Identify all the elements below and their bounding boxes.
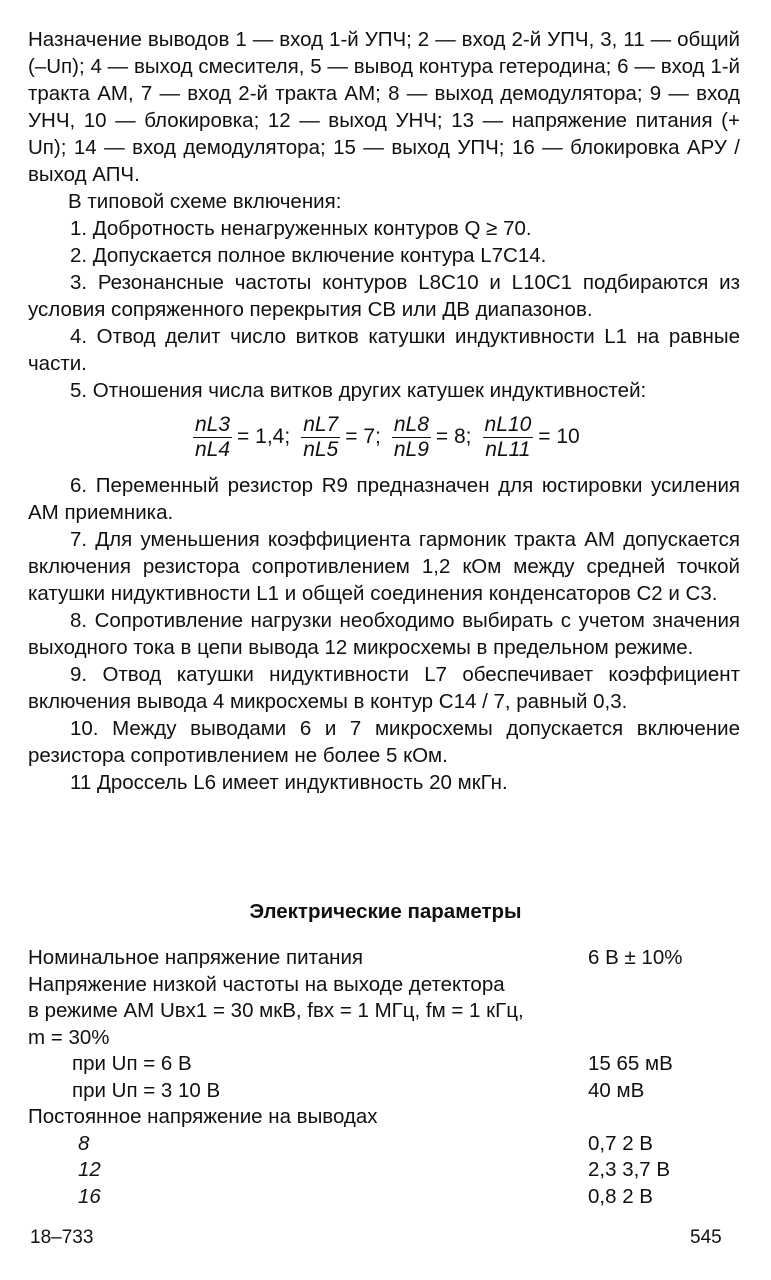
param-value: 0,7 2 В xyxy=(588,1131,653,1155)
fraction-1 xyxy=(193,413,232,462)
fraction-4-value: = 10 xyxy=(538,425,580,448)
param-label: при Uп = 3 10 В xyxy=(72,1078,221,1102)
param-label: Постоянное напряжение на выводах xyxy=(28,1105,378,1128)
note-7: 7. Для уменьшения коэффициента гармоник тракта АМ допускается включения резистора сопротивлением 1,2 кОм между средней точкой катушки нидуктивности L1 и общей соединения конденсаторов C2 и C3. xyxy=(28,528,740,605)
fraction-2-denominator: nL5 xyxy=(303,437,339,461)
param-value: 40 мВ xyxy=(588,1078,645,1102)
param-row xyxy=(28,972,740,999)
fraction-1-denominator: nL4 xyxy=(195,437,231,461)
note-8: 8. Сопротивление нагрузки необходимо выбирать с учетом значения выходного тока в цепи вывода 12 микросхемы в предельном режиме. xyxy=(28,609,740,659)
param-label: Номинальное напряжение питания xyxy=(28,946,363,969)
param-value: 6 В ± 10% xyxy=(588,946,683,969)
fraction-3-numerator: nL8 xyxy=(393,412,429,436)
typical-scheme-caption: В типовой схеме включения: xyxy=(68,190,342,213)
param-label: m = 30% xyxy=(28,1025,110,1049)
note-1: 1. Добротность ненагруженных контуров Q ≥ 70. xyxy=(70,217,532,240)
param-row xyxy=(28,1051,740,1078)
fraction-3 xyxy=(392,413,431,462)
footer-signature: 18–733 xyxy=(30,1227,94,1248)
param-label: в режиме АМ Uвх1 = 30 мкВ, fвх = 1 МГц, fм = 1 кГц, xyxy=(28,999,524,1022)
fraction-2-value: = 7; xyxy=(345,425,381,448)
fraction-3-denominator: nL9 xyxy=(393,437,429,461)
param-label: 8 xyxy=(78,1131,90,1155)
fraction-1-value: = 1,4; xyxy=(237,425,291,448)
note-5: 5. Отношения числа витков других катушек индуктивностей: xyxy=(70,379,647,402)
param-value: 0,8 2 В xyxy=(588,1184,653,1208)
note-9: 9. Отвод катушки нидуктивности L7 обеспечивает коэффициент включения вывода 4 микросхемы в контур C14 / 7, равный 0,3. xyxy=(28,663,740,713)
param-row xyxy=(28,1078,740,1105)
param-value: 2,3 3,7 В xyxy=(588,1158,671,1181)
note-2: 2. Допускается полное включение контура L7C14. xyxy=(70,244,547,267)
fraction-2-numerator: nL7 xyxy=(303,412,339,436)
param-row xyxy=(28,1025,740,1052)
fraction-1-numerator: nL3 xyxy=(195,412,231,436)
section-title: Электрические параметры xyxy=(249,900,522,923)
fraction-4 xyxy=(483,413,534,462)
notes-list-b xyxy=(28,472,740,796)
fraction-4-numerator: nL10 xyxy=(484,412,532,436)
param-label: 12 xyxy=(78,1158,101,1181)
param-row xyxy=(28,1131,740,1158)
fraction-4-denominator: nL11 xyxy=(485,437,531,461)
fraction-3-value: = 8; xyxy=(435,425,472,448)
pin-assignment-text: Назначение выводов 1 — вход 1-й УПЧ; 2 — вход 2-й УПЧ, 3, 11 — общий (–Uп); 4 — выход смесителя, 5 — вывод контура гетеродина; 6 — вход 1-й тракта АМ, 7 — вход 2-й тракта АМ; 8 — выход демодулятора; 9 — вход УНЧ, 10 — блокировка; 12 — выход УНЧ; 13 — напряжение питания (+ Uп); 14 — вход демодулятора; 15 — выход УПЧ; 16 — блокировка АРУ / выход АПЧ. xyxy=(28,28,740,186)
note-3: 3. Резонансные частоты контуров L8C10 и L10C1 подбираются из условия сопряженного перекрытия СВ или ДВ диапазонов. xyxy=(28,271,740,321)
param-row xyxy=(28,1157,740,1184)
param-row xyxy=(28,1184,740,1211)
turns-ratio-formula xyxy=(190,410,588,464)
note-11: 11 Дроссель L6 имеет индуктивность 20 мкГн. xyxy=(70,771,508,794)
param-row xyxy=(28,945,740,972)
note-10: 10. Между выводами 6 и 7 микросхемы допускается включение резистора сопротивлением не более 5 кОм. xyxy=(28,717,740,767)
param-label: 16 xyxy=(78,1184,101,1208)
notes-list-a xyxy=(28,215,740,404)
param-label: при Uп = 6 В xyxy=(72,1052,192,1075)
fraction-2 xyxy=(301,413,340,462)
param-value: 15 65 мВ xyxy=(588,1052,673,1075)
param-row xyxy=(28,998,740,1025)
note-4: 4. Отвод делит число витков катушки индуктивности L1 на равные части. xyxy=(28,325,740,375)
note-6: 6. Переменный резистор R9 предназначен для юстировки усиления АМ приемника. xyxy=(28,474,740,524)
electrical-parameters-table xyxy=(28,945,740,1210)
page-number: 545 xyxy=(690,1227,722,1248)
param-label: Напряжение низкой частоты на выходе детектора xyxy=(28,972,505,996)
param-row xyxy=(28,1104,740,1131)
